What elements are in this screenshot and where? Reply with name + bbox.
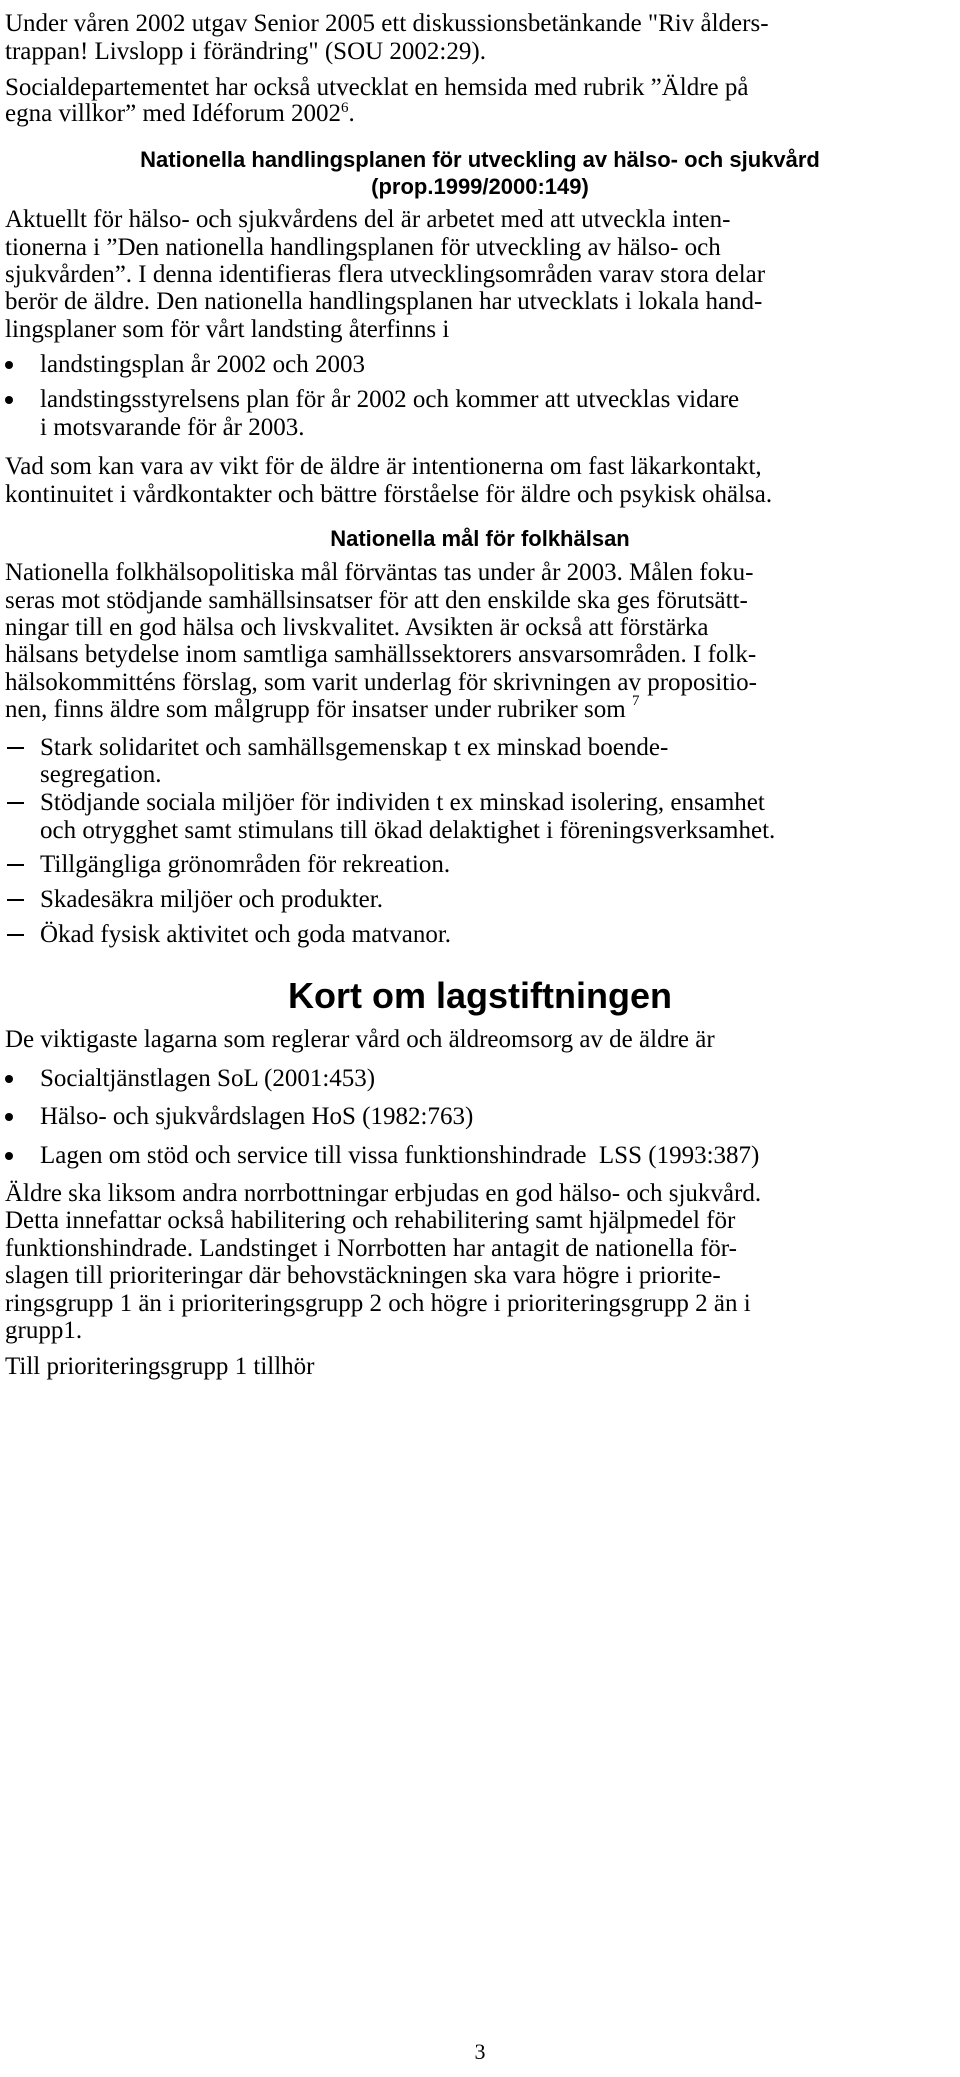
- body-text: nen, finns äldre som målgrupp för insatser under rubriker som: [5, 696, 626, 723]
- body-line: slagen till prioriteringar där behovstäckningen ska vara högre i priorite-: [5, 1262, 721, 1289]
- body-line-with-footnote: [5, 101, 355, 126]
- body-line: Nationella folkhälsopolitiska mål förväntas tas under år 2003. Målen foku-: [5, 559, 754, 586]
- body-line: Äldre ska liksom andra norrbottningar erbjudas en god hälso- och sjukvård.: [5, 1180, 762, 1207]
- body-line: ringsgrupp 1 än i prioriteringsgrupp 2 och högre i prioriteringsgrupp 2 än i: [5, 1290, 751, 1317]
- dash-item-text: och otrygghet samt stimulans till ökad delaktighet i föreningsverksamhet.: [40, 817, 776, 844]
- dash-bullet: [7, 934, 24, 936]
- footnote-reference: 6: [341, 100, 349, 116]
- body-line: Aktuellt för hälso- och sjukvårdens del är arbetet med att utveckla inten-: [5, 206, 731, 233]
- dash-item-text: Stark solidaritet och samhällsgemenskap t ex minskad boende-: [40, 734, 669, 761]
- body-line: De viktigaste lagarna som reglerar vård och äldreomsorg av de äldre är: [5, 1026, 715, 1053]
- body-line: Under våren 2002 utgav Senior 2005 ett diskussionsbetänkande "Riv ålders-: [5, 10, 769, 37]
- dash-bullet: [7, 864, 24, 866]
- section-heading: (prop.1999/2000:149): [371, 174, 589, 199]
- dash-bullet: [7, 802, 24, 804]
- dash-item-text: Tillgängliga grönområden för rekreation.: [40, 851, 451, 878]
- body-line: funktionshindrade. Landstinget i Norrbotten har antagit de nationella för-: [5, 1235, 737, 1262]
- body-line: Till prioriteringsgrupp 1 tillhör: [5, 1353, 315, 1380]
- dash-item-text: Skadesäkra miljöer och produkter.: [40, 886, 383, 913]
- bullet-point: [5, 1113, 13, 1121]
- bullet-point: [5, 1152, 13, 1160]
- bullet-point: [5, 361, 13, 369]
- body-line: Vad som kan vara av vikt för de äldre är intentionerna om fast läkarkontakt,: [5, 453, 762, 480]
- body-line: Detta innefattar också habilitering och rehabilitering samt hjälpmedel för: [5, 1207, 736, 1234]
- body-line: Socialdepartementet har också utvecklat en hemsida med rubrik ”Äldre på: [5, 74, 749, 101]
- body-line: tionerna i ”Den nationella handlingsplanen för utveckling av hälso- och: [5, 234, 721, 261]
- dash-item-text: Stödjande sociala miljöer för individen t ex minskad isolering, ensamhet: [40, 789, 765, 816]
- bullet-text: Hälso- och sjukvårdslagen HoS (1982:763): [40, 1103, 474, 1130]
- dash-bullet: [7, 747, 24, 749]
- bullet-text: Socialtjänstlagen SoL (2001:453): [40, 1065, 376, 1092]
- bullet-text: landstingsplan år 2002 och 2003: [40, 351, 365, 378]
- bullet-text: landstingsstyrelsens plan för år 2002 och kommer att utvecklas vidare: [40, 386, 740, 413]
- body-line: lingsplaner som för vårt landsting återfinns i: [5, 316, 450, 343]
- body-line: berör de äldre. Den nationella handlingsplanen har utvecklats i lokala hand-: [5, 288, 763, 315]
- page-number: 3: [474, 2039, 486, 2064]
- body-text: egna villkor” med Idéforum 2002: [5, 100, 342, 127]
- bullet-text: Lagen om stöd och service till vissa funktionshindrade LSS (1993:387): [40, 1142, 760, 1169]
- section-heading: Nationella mål för folkhälsan: [330, 526, 630, 551]
- body-line-with-footnote: [5, 693, 640, 723]
- chapter-heading: Kort om lagstiftningen: [288, 975, 672, 1016]
- body-line: trappan! Livslopp i förändring" (SOU 2002:29).: [5, 38, 486, 65]
- bullet-point: [5, 1075, 13, 1083]
- body-line: ningar till en god hälsa och livskvalitet. Avsikten är också att förstärka: [5, 614, 709, 641]
- dash-item-text: segregation.: [40, 761, 162, 788]
- section-heading: Nationella handlingsplanen för utveckling av hälso- och sjukvård: [140, 147, 820, 172]
- body-line: seras mot stödjande samhällsinsatser för att den enskilde ska ges förutsätt-: [5, 587, 748, 614]
- bullet-point: [5, 396, 13, 404]
- body-line: grupp1.: [5, 1317, 83, 1344]
- body-line: hälsokommitténs förslag, som varit underlag för skrivningen av propositio-: [5, 669, 757, 696]
- dash-bullet: [7, 899, 24, 901]
- body-text: .: [348, 100, 355, 127]
- dash-item-text: Ökad fysisk aktivitet och goda matvanor.: [40, 921, 452, 948]
- body-line: kontinuitet i vårdkontakter och bättre förståelse för äldre och psykisk ohälsa.: [5, 481, 773, 508]
- footnote-reference: 7: [631, 693, 640, 709]
- bullet-text: i motsvarande för år 2003.: [40, 414, 305, 441]
- body-line: hälsans betydelse inom samtliga samhällssektorers ansvarsområden. I folk-: [5, 641, 757, 668]
- body-line: sjukvården”. I denna identifieras flera utvecklingsområden varav stora delar: [5, 261, 766, 288]
